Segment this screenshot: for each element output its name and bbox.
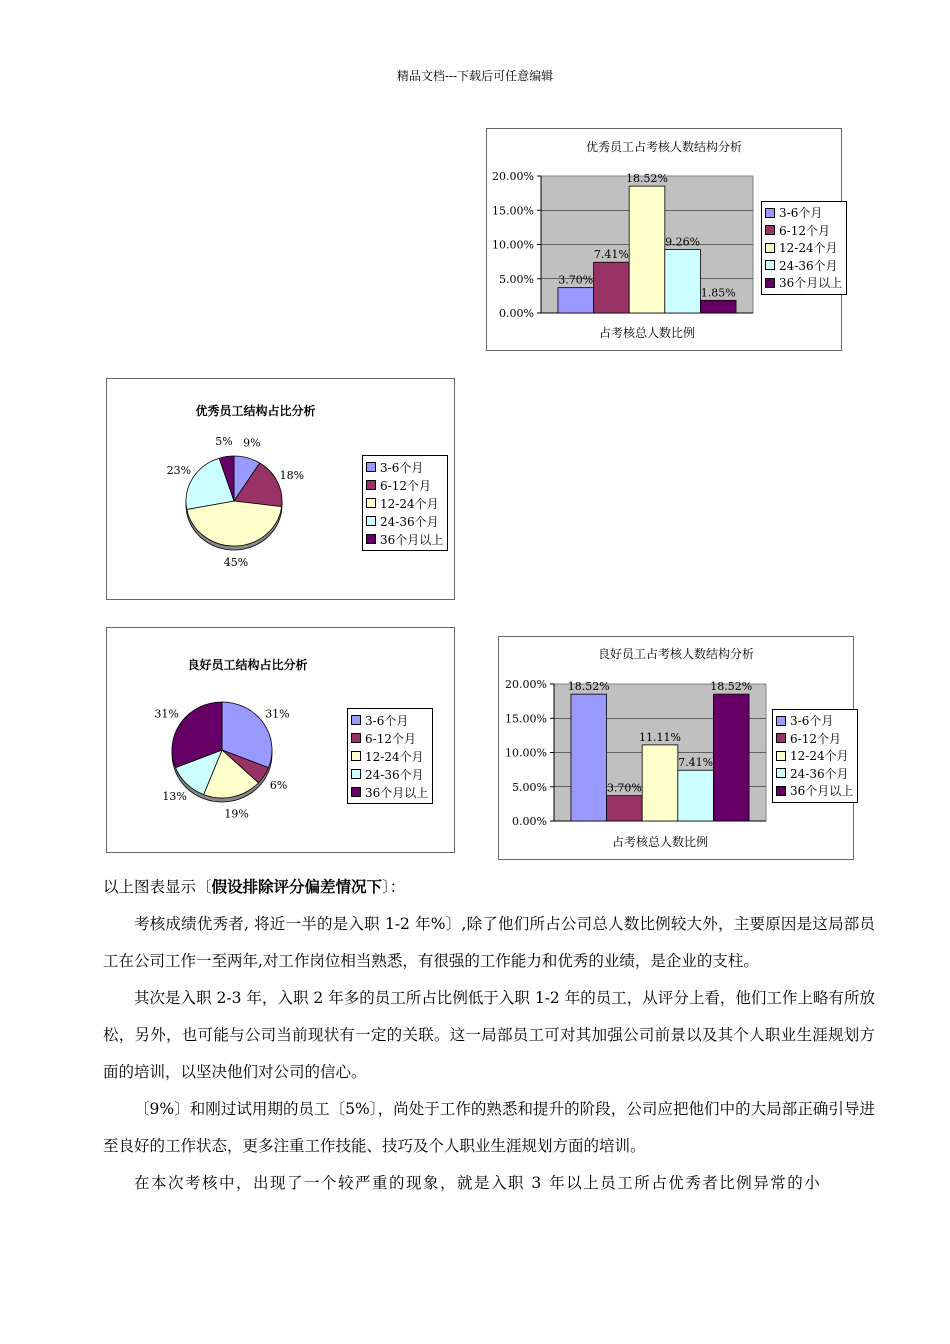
paragraph-1: 考核成绩优秀者, 将近一半的是入职 1-2 年%〕,除了他们所占公司总人数比例较大外，主要原因是这局部员工在公司工作一至两年,对工作岗位相当熟悉，有很强的工作能力和优秀的业绩，是企业的支柱。 (103, 915, 875, 970)
y-tick-label: 5.00% (512, 780, 547, 794)
bar-24-36个月 (678, 770, 714, 821)
bar-36个月以上 (700, 300, 736, 313)
legend-item-12-24: 12-24个月 (366, 494, 443, 512)
bar-value-label: 1.85% (700, 286, 736, 300)
legend-item-24-36: 24-36个月 (351, 765, 428, 783)
legend-item-36-plus: 36个月以上 (366, 530, 443, 548)
y-tick-label: 0.00% (512, 815, 547, 828)
paragraph-4: 在本次考核中，出现了一个较严重的现象，就是入职 3 年以上员工所占优秀者比例异常的小 (134, 1174, 822, 1192)
pie-value-label: 13% (162, 789, 187, 803)
legend-swatch (366, 498, 376, 508)
y-tick-label: 20.00% (505, 678, 547, 691)
legend-swatch (351, 769, 361, 779)
y-tick-label: 15.00% (492, 204, 534, 218)
excellent-bar-chart (486, 128, 842, 351)
y-tick-label: 0.00% (499, 307, 534, 320)
legend-item-3-6: 3-6个月 (351, 711, 428, 729)
legend-item-6-12: 6-12个月 (776, 730, 853, 748)
pie-value-label: 19% (224, 807, 249, 821)
legend-swatch (351, 733, 361, 743)
chart-title: 优秀员工占考核人数结构分析 (585, 140, 742, 154)
bar-36个月以上 (713, 694, 749, 821)
legend-swatch (776, 786, 786, 796)
legend-swatch (366, 462, 376, 472)
bar-value-label: 11.11% (639, 730, 681, 744)
legend-item-6-12: 6-12个月 (351, 729, 428, 747)
legend-item-24-36: 24-36个月 (366, 512, 443, 530)
bar-value-label: 3.70% (606, 781, 642, 795)
legend-item-12-24: 12-24个月 (765, 239, 842, 257)
legend-item-36-plus: 36个月以上 (765, 274, 842, 292)
pie-value-label: 31% (265, 707, 290, 721)
y-tick-label: 10.00% (505, 746, 547, 760)
pie-slice-12-24个月 (187, 501, 282, 546)
legend-item-3-6: 3-6个月 (765, 204, 842, 222)
legend-swatch (351, 715, 361, 725)
bar-value-label: 7.41% (593, 248, 629, 262)
legend-swatch (765, 260, 775, 270)
bar-6-12个月 (607, 796, 643, 821)
bar-12-24个月 (642, 745, 678, 821)
x-axis-label: 占考核总人数比例 (611, 835, 708, 849)
pie-value-label: 6% (269, 778, 288, 792)
excellent-pie-chart (106, 378, 455, 600)
bar-value-label: 7.41% (678, 756, 714, 770)
intro-line: 以上图表显示〔假设排除评分偏差情况下〕： (103, 877, 406, 896)
paragraph-2: 其次是入职 2-3 年，入职 2 年多的员工所占比例低于入职 1-2 年的员工，从评分上看，他们工作上略有所放松，另外，也可能与公司当前现状有一定的关联。这一局部员工可对其加强公司前景以及其个人职业生涯规划方面的培训，以坚决他们对公司的信心。 (103, 989, 875, 1081)
bar-3-6个月 (571, 694, 607, 821)
x-axis-label: 占考核总人数比例 (598, 326, 695, 340)
chart-legend (761, 201, 847, 295)
legend-swatch (776, 751, 786, 761)
chart-legend (362, 455, 448, 551)
y-tick-label: 10.00% (492, 238, 534, 252)
legend-item-3-6: 3-6个月 (776, 712, 853, 730)
good-pie-chart (106, 627, 455, 853)
legend-item-6-12: 6-12个月 (765, 222, 842, 240)
legend-swatch (765, 243, 775, 253)
bar-24-36个月 (665, 250, 701, 313)
legend-item-3-6: 3-6个月 (366, 458, 443, 476)
pie-value-label: 31% (154, 707, 179, 721)
chart-title: 良好员工占考核人数结构分析 (597, 647, 754, 661)
legend-item-12-24: 12-24个月 (351, 747, 428, 765)
bar-value-label: 18.52% (710, 680, 753, 694)
y-tick-label: 5.00% (499, 272, 534, 286)
chart-title: 良好员工结构占比分析 (187, 658, 308, 672)
pie-value-label: 5% (215, 434, 233, 448)
legend-item-24-36: 24-36个月 (765, 257, 842, 275)
legend-item-36-plus: 36个月以上 (776, 782, 853, 800)
bar-value-label: 3.70% (558, 273, 594, 287)
bar-6-12个月 (594, 262, 630, 313)
bar-value-label: 18.52% (626, 172, 668, 186)
legend-swatch (765, 225, 775, 235)
legend-swatch (351, 787, 361, 797)
legend-swatch (366, 516, 376, 526)
legend-swatch (776, 716, 786, 726)
legend-item-6-12: 6-12个月 (366, 476, 443, 494)
legend-swatch (351, 751, 361, 761)
legend-swatch (765, 278, 775, 288)
body-text (103, 868, 875, 1202)
bar-12-24个月 (629, 186, 665, 313)
page-header: 精品文档---下载后可任意编辑 (396, 69, 554, 83)
y-tick-label: 15.00% (505, 712, 547, 726)
legend-swatch (765, 208, 775, 218)
bar-value-label: 18.52% (567, 680, 610, 694)
pie-value-label: 23% (166, 463, 192, 477)
legend-item-24-36: 24-36个月 (776, 765, 853, 783)
legend-swatch (366, 534, 376, 544)
pie-value-label: 45% (223, 555, 249, 569)
chart-title: 优秀员工结构占比分析 (195, 404, 316, 418)
legend-swatch (776, 768, 786, 778)
legend-item-12-24: 12-24个月 (776, 747, 853, 765)
good-bar-chart (498, 636, 854, 860)
y-tick-label: 20.00% (492, 170, 534, 183)
pie-value-label: 18% (279, 469, 305, 483)
bar-value-label: 9.26% (665, 235, 701, 249)
pie-value-label: 9% (243, 436, 261, 450)
legend-item-36-plus: 36个月以上 (351, 783, 428, 801)
legend-swatch (366, 480, 376, 490)
legend-swatch (776, 733, 786, 743)
chart-legend (772, 709, 858, 803)
paragraph-3: 〔9%〕和刚过试用期的员工〔5%〕，尚处于工作的熟悉和提升的阶段，公司应把他们中的大局部正确引导进至良好的工作状态，更多注重工作技能、技巧及个人职业生涯规划方面的培训。 (103, 1100, 875, 1155)
bar-3-6个月 (558, 288, 594, 313)
chart-legend (347, 708, 433, 804)
